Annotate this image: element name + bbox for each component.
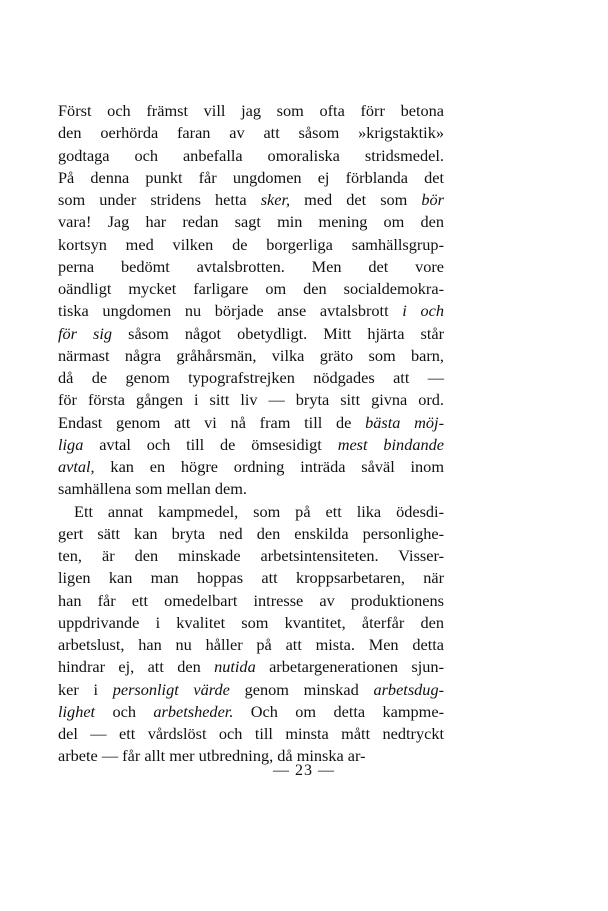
text-line <box>58 278 444 300</box>
text-segment: vara! Jag har redan sagt min mening om den <box>58 212 444 232</box>
text-line <box>58 545 444 567</box>
text-segment: Ett annat kampmedel, som på ett lika ödesdi- <box>74 501 444 521</box>
text-line <box>58 612 444 634</box>
text-segment: Och om detta kampme- <box>233 701 444 721</box>
paragraph <box>58 100 444 501</box>
text-line <box>58 189 444 211</box>
text-line <box>58 523 444 545</box>
text-segment: gert sätt kan bryta ned den enskilda personlighe- <box>58 523 444 543</box>
text-segment: den oerhörda faran av att såsom »krigstaktik» <box>58 123 444 143</box>
text-line <box>58 412 444 434</box>
text-line <box>58 478 444 500</box>
text-line <box>58 656 444 678</box>
text-segment: På denna punkt får ungdomen ej förblanda det <box>58 167 444 187</box>
italic-text: mest bindande <box>337 434 444 454</box>
text-line <box>58 367 444 389</box>
text-segment: oändligt mycket farligare om den socialdemokra- <box>58 279 444 298</box>
text-line <box>58 723 444 745</box>
text-segment: uppdrivande i kvalitet som kvantitet, återfår den <box>58 612 444 632</box>
text-segment: godtaga och anbefalla omoraliska stridsmedel. <box>58 145 444 165</box>
text-line <box>58 701 444 723</box>
text-line <box>58 434 444 456</box>
italic-text: nutida <box>214 657 256 677</box>
text-segment: med det som <box>290 190 422 209</box>
text-segment: ker i <box>58 679 113 699</box>
italic-text: arbetsheder. <box>153 701 234 721</box>
text-segment: del — ett vårdslöst och till minsta mått nedtryckt <box>58 724 444 743</box>
text-segment: då de genom typografstrejken nödgades att — <box>58 368 444 387</box>
text-segment: genom minskad <box>229 679 374 699</box>
text-segment: samhällena som mellan dem. <box>58 479 247 499</box>
italic-text: lighet <box>58 701 96 721</box>
text-segment: avtal och till de ömsesidigt <box>83 434 338 454</box>
italic-text: sker, <box>260 190 291 209</box>
italic-text: arbetsdug- <box>373 679 444 699</box>
text-segment: arbetslust, han nu håller på att mista. Men detta <box>58 635 444 654</box>
text-line <box>58 100 444 122</box>
text-segment: tiska ungdomen nu började anse avtalsbrott <box>58 301 403 321</box>
page-number: — 23 — <box>273 762 335 779</box>
text-segment: för första gången i sitt liv — bryta sitt givna ord. <box>58 390 444 410</box>
text-segment: kan en högre ordning inträda såväl inom <box>94 457 444 476</box>
text-line <box>58 567 444 589</box>
text-segment: hindrar ej, att den <box>58 657 215 677</box>
text-segment: ten, är den minskade arbetsintensiteten. Visser- <box>58 546 444 565</box>
italic-text: i och <box>402 301 444 321</box>
text-segment: kortsyn med vilken de borgerliga samhällsgrup- <box>58 234 444 254</box>
text-line <box>58 679 444 701</box>
text-line <box>58 389 444 411</box>
text-line <box>58 323 444 345</box>
text-line <box>58 300 444 322</box>
text-line <box>58 234 444 256</box>
text-line <box>58 456 444 478</box>
text-segment: arbetargenerationen sjun- <box>255 657 444 677</box>
text-segment: Först och främst vill jag som ofta förr betona <box>58 101 444 120</box>
italic-text: liga <box>58 434 84 454</box>
paragraph <box>58 501 444 768</box>
text-line <box>58 211 444 233</box>
text-segment: Endast genom att vi nå fram till de <box>58 412 366 432</box>
text-segment: arbete — får allt mer utbredning, då minska ar- <box>58 746 366 766</box>
text-line <box>58 634 444 656</box>
text-segment: och <box>95 701 154 721</box>
text-segment: perna bedömt avtalsbrotten. Men det vore <box>58 256 444 276</box>
text-segment: såsom något obetydligt. Mitt hjärta står <box>112 323 444 343</box>
text-segment: han får ett omedelbart intresse av produktionens <box>58 590 444 610</box>
text-line <box>58 501 444 523</box>
text-line <box>58 256 444 278</box>
italic-text: bästa möj- <box>365 412 444 432</box>
text-line <box>58 590 444 612</box>
page-body <box>58 100 444 768</box>
text-segment: ligen kan man hoppas att kroppsarbetaren, när <box>58 568 444 588</box>
text-line <box>58 167 444 189</box>
italic-text: personligt värde <box>112 679 230 699</box>
text-line <box>58 122 444 144</box>
italic-text: för sig <box>58 323 113 343</box>
text-segment: som under stridens hetta <box>58 190 261 209</box>
text-line <box>58 345 444 367</box>
text-segment: närmast några gråhårsmän, vilka gräto som barn, <box>58 345 444 365</box>
italic-text: bör <box>421 190 445 209</box>
text-line <box>58 145 444 167</box>
italic-text: avtal, <box>58 457 95 476</box>
